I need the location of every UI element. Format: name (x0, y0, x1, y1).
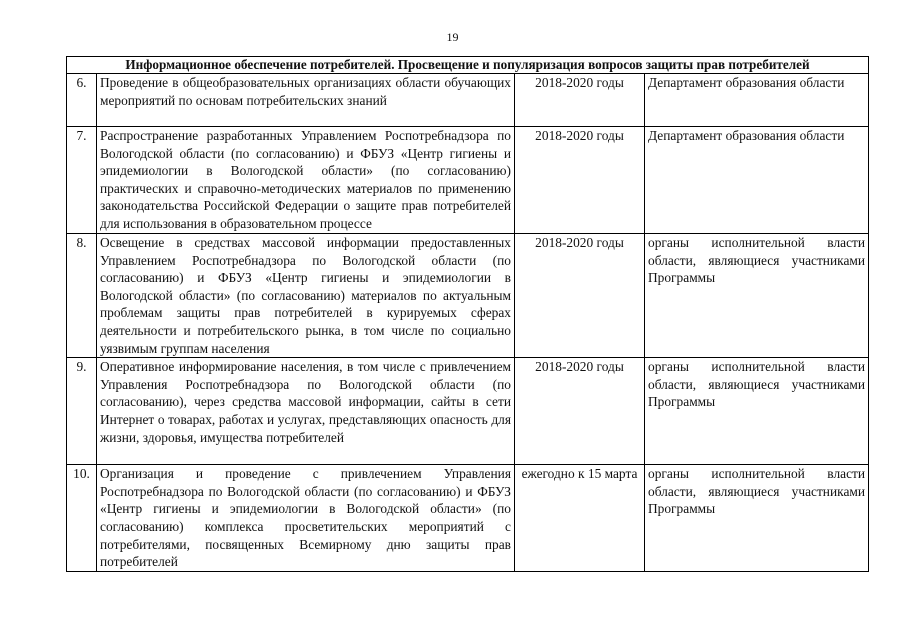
measure-term: 2018-2020 годы (515, 358, 645, 465)
measure-term: ежегодно к 15 марта (515, 465, 645, 572)
measure-responsible: Департамент образования области (645, 74, 869, 127)
row-number: 8. (67, 234, 97, 358)
row-number: 6. (67, 74, 97, 127)
measure-responsible: Департамент образования области (645, 127, 869, 234)
measure-responsible: органы исполнительной власти области, являющиеся участниками Программы (645, 358, 869, 465)
measures-table (66, 56, 869, 572)
section-header-row (67, 57, 869, 74)
table-row (67, 358, 869, 465)
page-number: 19 (446, 30, 459, 44)
measure-description: Освещение в средствах массовой информации предоставленных Управлением Роспотребнадзора по Вологодской области (по согласованию) и ФБУЗ «Центр гигиены и эпидемиологии в Вологодской области» (по согласованию) материалов по актуальным проблемам защиты прав потребителей в курируемых сферах деятельности и потребительского рынка, в том числе по социально уязвимым группам населения (97, 234, 515, 358)
measure-responsible: органы исполнительной власти области, являющиеся участниками Программы (645, 234, 869, 358)
measure-term: 2018-2020 годы (515, 127, 645, 234)
section-title: Информационное обеспечение потребителей. Просвещение и популяризация вопросов защиты прав потребителей (67, 57, 869, 74)
measure-description: Оперативное информирование населения, в том числе с привлечением Управления Роспотребнадзора по Вологодской области (по согласованию), через средства массовой информации, сайты в сети Интернет о товарах, работах и услугах, представляющих опасность для жизни, здоровья, имущества потребителей (97, 358, 515, 465)
measure-description: Организация и проведение с привлечением Управления Роспотребнадзора по Вологодской области (по согласованию) и ФБУЗ «Центр гигиены и эпидемиологии в Вологодской области» (по согласованию) комплекса просветительских мероприятий с потребителями, посвященных Всемирному дню защиты прав потребителей (97, 465, 515, 572)
measure-description: Проведение в общеобразовательных организациях области обучающих мероприятий по основам потребительских знаний (97, 74, 515, 127)
measure-term: 2018-2020 годы (515, 74, 645, 127)
table-row (67, 74, 869, 127)
table-row (67, 465, 869, 572)
row-number: 9. (67, 358, 97, 465)
row-number: 7. (67, 127, 97, 234)
table-row (67, 127, 869, 234)
measure-term: 2018-2020 годы (515, 234, 645, 358)
row-number: 10. (67, 465, 97, 572)
measure-responsible: органы исполнительной власти области, являющиеся участниками Программы (645, 465, 869, 572)
table-row (67, 234, 869, 358)
measure-description: Распространение разработанных Управлением Роспотребнадзора по Вологодской области (по согласованию) и ФБУЗ «Центр гигиены и эпидемиологии в Вологодской области» (по согласованию) практических и справочно-методических материалов по применению законодательства Российской Федерации о защите прав потребителей для использования в образовательном процессе (97, 127, 515, 234)
